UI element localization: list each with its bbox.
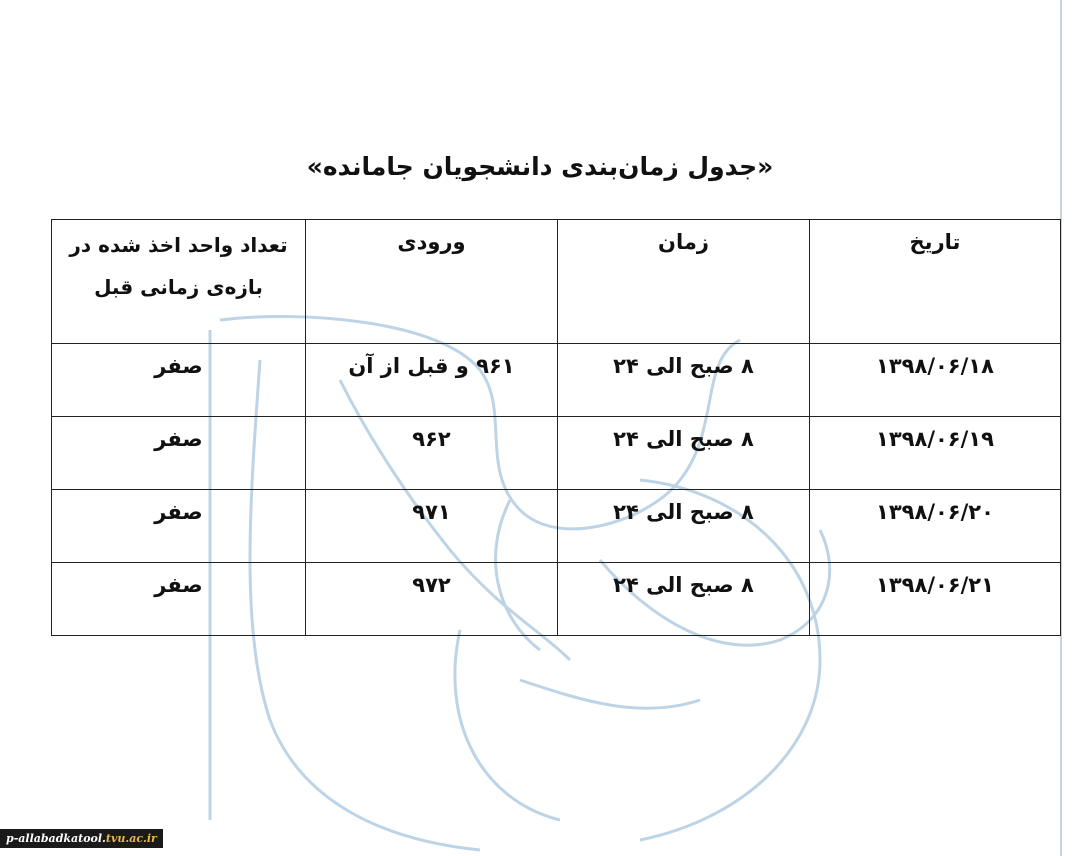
cell-time: ۸ صبح الی ۲۴: [558, 417, 810, 490]
cell-date: ۱۳۹۸/۰۶/۱۹: [810, 417, 1061, 490]
cell-date: ۱۳۹۸/۰۶/۱۸: [810, 344, 1061, 417]
page-title: «جدول زمان‌بندی دانشجویان جامانده»: [306, 152, 774, 181]
cell-units: صفر: [52, 490, 306, 563]
table-row: [52, 344, 1061, 417]
cell-entry: ۹۶۲: [306, 417, 558, 490]
table-row: [52, 417, 1061, 490]
header-time: زمان: [558, 220, 810, 344]
cell-units: صفر: [52, 563, 306, 636]
cell-date: ۱۳۹۸/۰۶/۲۱: [810, 563, 1061, 636]
table-row: [52, 490, 1061, 563]
cell-time: ۸ صبح الی ۲۴: [558, 344, 810, 417]
cell-time: ۸ صبح الی ۲۴: [558, 490, 810, 563]
header-entry: ورودی: [306, 220, 558, 344]
table-header-row: [52, 220, 1061, 344]
cell-entry: ۹۷۱: [306, 490, 558, 563]
cell-date: ۱۳۹۸/۰۶/۲۰: [810, 490, 1061, 563]
site-url-badge[interactable]: [0, 829, 163, 848]
cell-entry: ۹۷۲: [306, 563, 558, 636]
cell-entry: ۹۶۱ و قبل از آن: [306, 344, 558, 417]
site-url-prefix: p-allabadkatool.: [6, 832, 106, 845]
site-url-suffix: tvu.ac.ir: [105, 832, 157, 845]
cell-units: صفر: [52, 344, 306, 417]
table-row: [52, 563, 1061, 636]
header-date: تاریخ: [810, 220, 1061, 344]
schedule-table: [51, 219, 1061, 636]
header-units-taken: تعداد واحد اخذ شده در بازه‌ی زمانی قبل: [52, 220, 306, 344]
cell-time: ۸ صبح الی ۲۴: [558, 563, 810, 636]
cell-units: صفر: [52, 417, 306, 490]
